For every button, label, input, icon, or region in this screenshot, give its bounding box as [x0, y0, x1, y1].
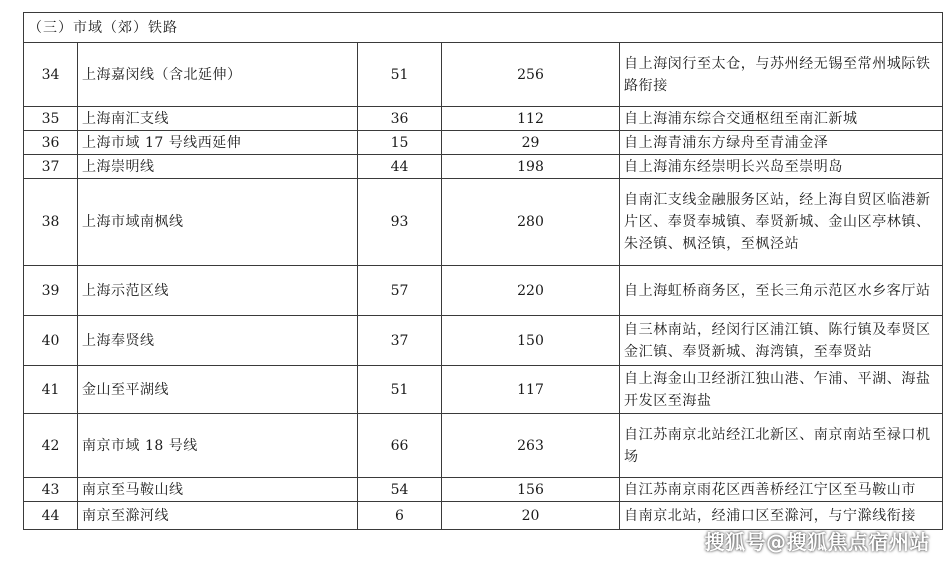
line-description: 自上海闵行至太仓，与苏州经无锡至常州城际铁路衔接 — [620, 43, 943, 107]
table-row — [24, 366, 943, 414]
line-name: 上海市域南枫线 — [78, 179, 358, 266]
line-description: 自上海青浦东方绿舟至青浦金泽 — [620, 131, 943, 155]
value-b: 117 — [442, 366, 620, 414]
value-b: 20 — [442, 502, 620, 530]
value-a: 15 — [358, 131, 442, 155]
value-a: 6 — [358, 502, 442, 530]
section-header-row — [24, 13, 943, 43]
line-name: 上海奉贤线 — [78, 316, 358, 366]
value-a: 36 — [358, 107, 442, 131]
section-title: （三）市域（郊）铁路 — [24, 13, 943, 43]
line-name: 南京至马鞍山线 — [78, 478, 358, 502]
line-description: 自上海虹桥商务区，至长三角示范区水乡客厅站 — [620, 266, 943, 316]
line-description: 自南汇支线金融服务区站，经上海自贸区临港新片区、奉贤奉城镇、奉贤新城、金山区亭林镇、朱泾镇、枫泾镇，至枫泾站 — [620, 179, 943, 266]
row-number: 43 — [24, 478, 78, 502]
line-name: 上海示范区线 — [78, 266, 358, 316]
table-row — [24, 316, 943, 366]
line-description: 自三林南站，经闵行区浦江镇、陈行镇及奉贤区金汇镇、奉贤新城、海湾镇，至奉贤站 — [620, 316, 943, 366]
row-number: 40 — [24, 316, 78, 366]
value-b: 280 — [442, 179, 620, 266]
value-a: 93 — [358, 179, 442, 266]
railway-table — [23, 12, 943, 530]
line-description: 自江苏南京北站经江北新区、南京南站至禄口机场 — [620, 414, 943, 478]
line-description: 自上海浦东经崇明长兴岛至崇明岛 — [620, 155, 943, 179]
line-name: 南京至滁河线 — [78, 502, 358, 530]
table-row — [24, 43, 943, 107]
row-number: 38 — [24, 179, 78, 266]
table-row — [24, 131, 943, 155]
table-row — [24, 179, 943, 266]
value-b: 156 — [442, 478, 620, 502]
row-number: 36 — [24, 131, 78, 155]
value-a: 66 — [358, 414, 442, 478]
value-b: 29 — [442, 131, 620, 155]
row-number: 44 — [24, 502, 78, 530]
row-number: 39 — [24, 266, 78, 316]
line-name: 上海嘉闵线（含北延伸） — [78, 43, 358, 107]
value-a: 57 — [358, 266, 442, 316]
line-name: 上海南汇支线 — [78, 107, 358, 131]
line-name: 南京市域 18 号线 — [78, 414, 358, 478]
value-a: 51 — [358, 366, 442, 414]
line-name: 金山至平湖线 — [78, 366, 358, 414]
row-number: 41 — [24, 366, 78, 414]
line-description: 自上海浦东综合交通枢纽至南汇新城 — [620, 107, 943, 131]
value-a: 44 — [358, 155, 442, 179]
source-watermark: 搜狐号@搜狐焦点宿州站 — [704, 530, 930, 554]
value-a: 54 — [358, 478, 442, 502]
line-description: 自上海金山卫经浙江独山港、乍浦、平湖、海盐开发区至海盐 — [620, 366, 943, 414]
row-number: 37 — [24, 155, 78, 179]
value-a: 37 — [358, 316, 442, 366]
row-number: 35 — [24, 107, 78, 131]
value-b: 112 — [442, 107, 620, 131]
value-b: 198 — [442, 155, 620, 179]
value-a: 51 — [358, 43, 442, 107]
table-row — [24, 478, 943, 502]
value-b: 220 — [442, 266, 620, 316]
row-number: 34 — [24, 43, 78, 107]
row-number: 42 — [24, 414, 78, 478]
line-name: 上海崇明线 — [78, 155, 358, 179]
value-b: 263 — [442, 414, 620, 478]
table-row — [24, 155, 943, 179]
value-b: 150 — [442, 316, 620, 366]
line-name: 上海市域 17 号线西延伸 — [78, 131, 358, 155]
table-row — [24, 414, 943, 478]
table-row — [24, 266, 943, 316]
table-row — [24, 107, 943, 131]
line-description: 自南京北站，经浦口区至滁河，与宁滁线衔接 — [620, 502, 943, 530]
value-b: 256 — [442, 43, 620, 107]
line-description: 自江苏南京雨花区西善桥经江宁区至马鞍山市 — [620, 478, 943, 502]
